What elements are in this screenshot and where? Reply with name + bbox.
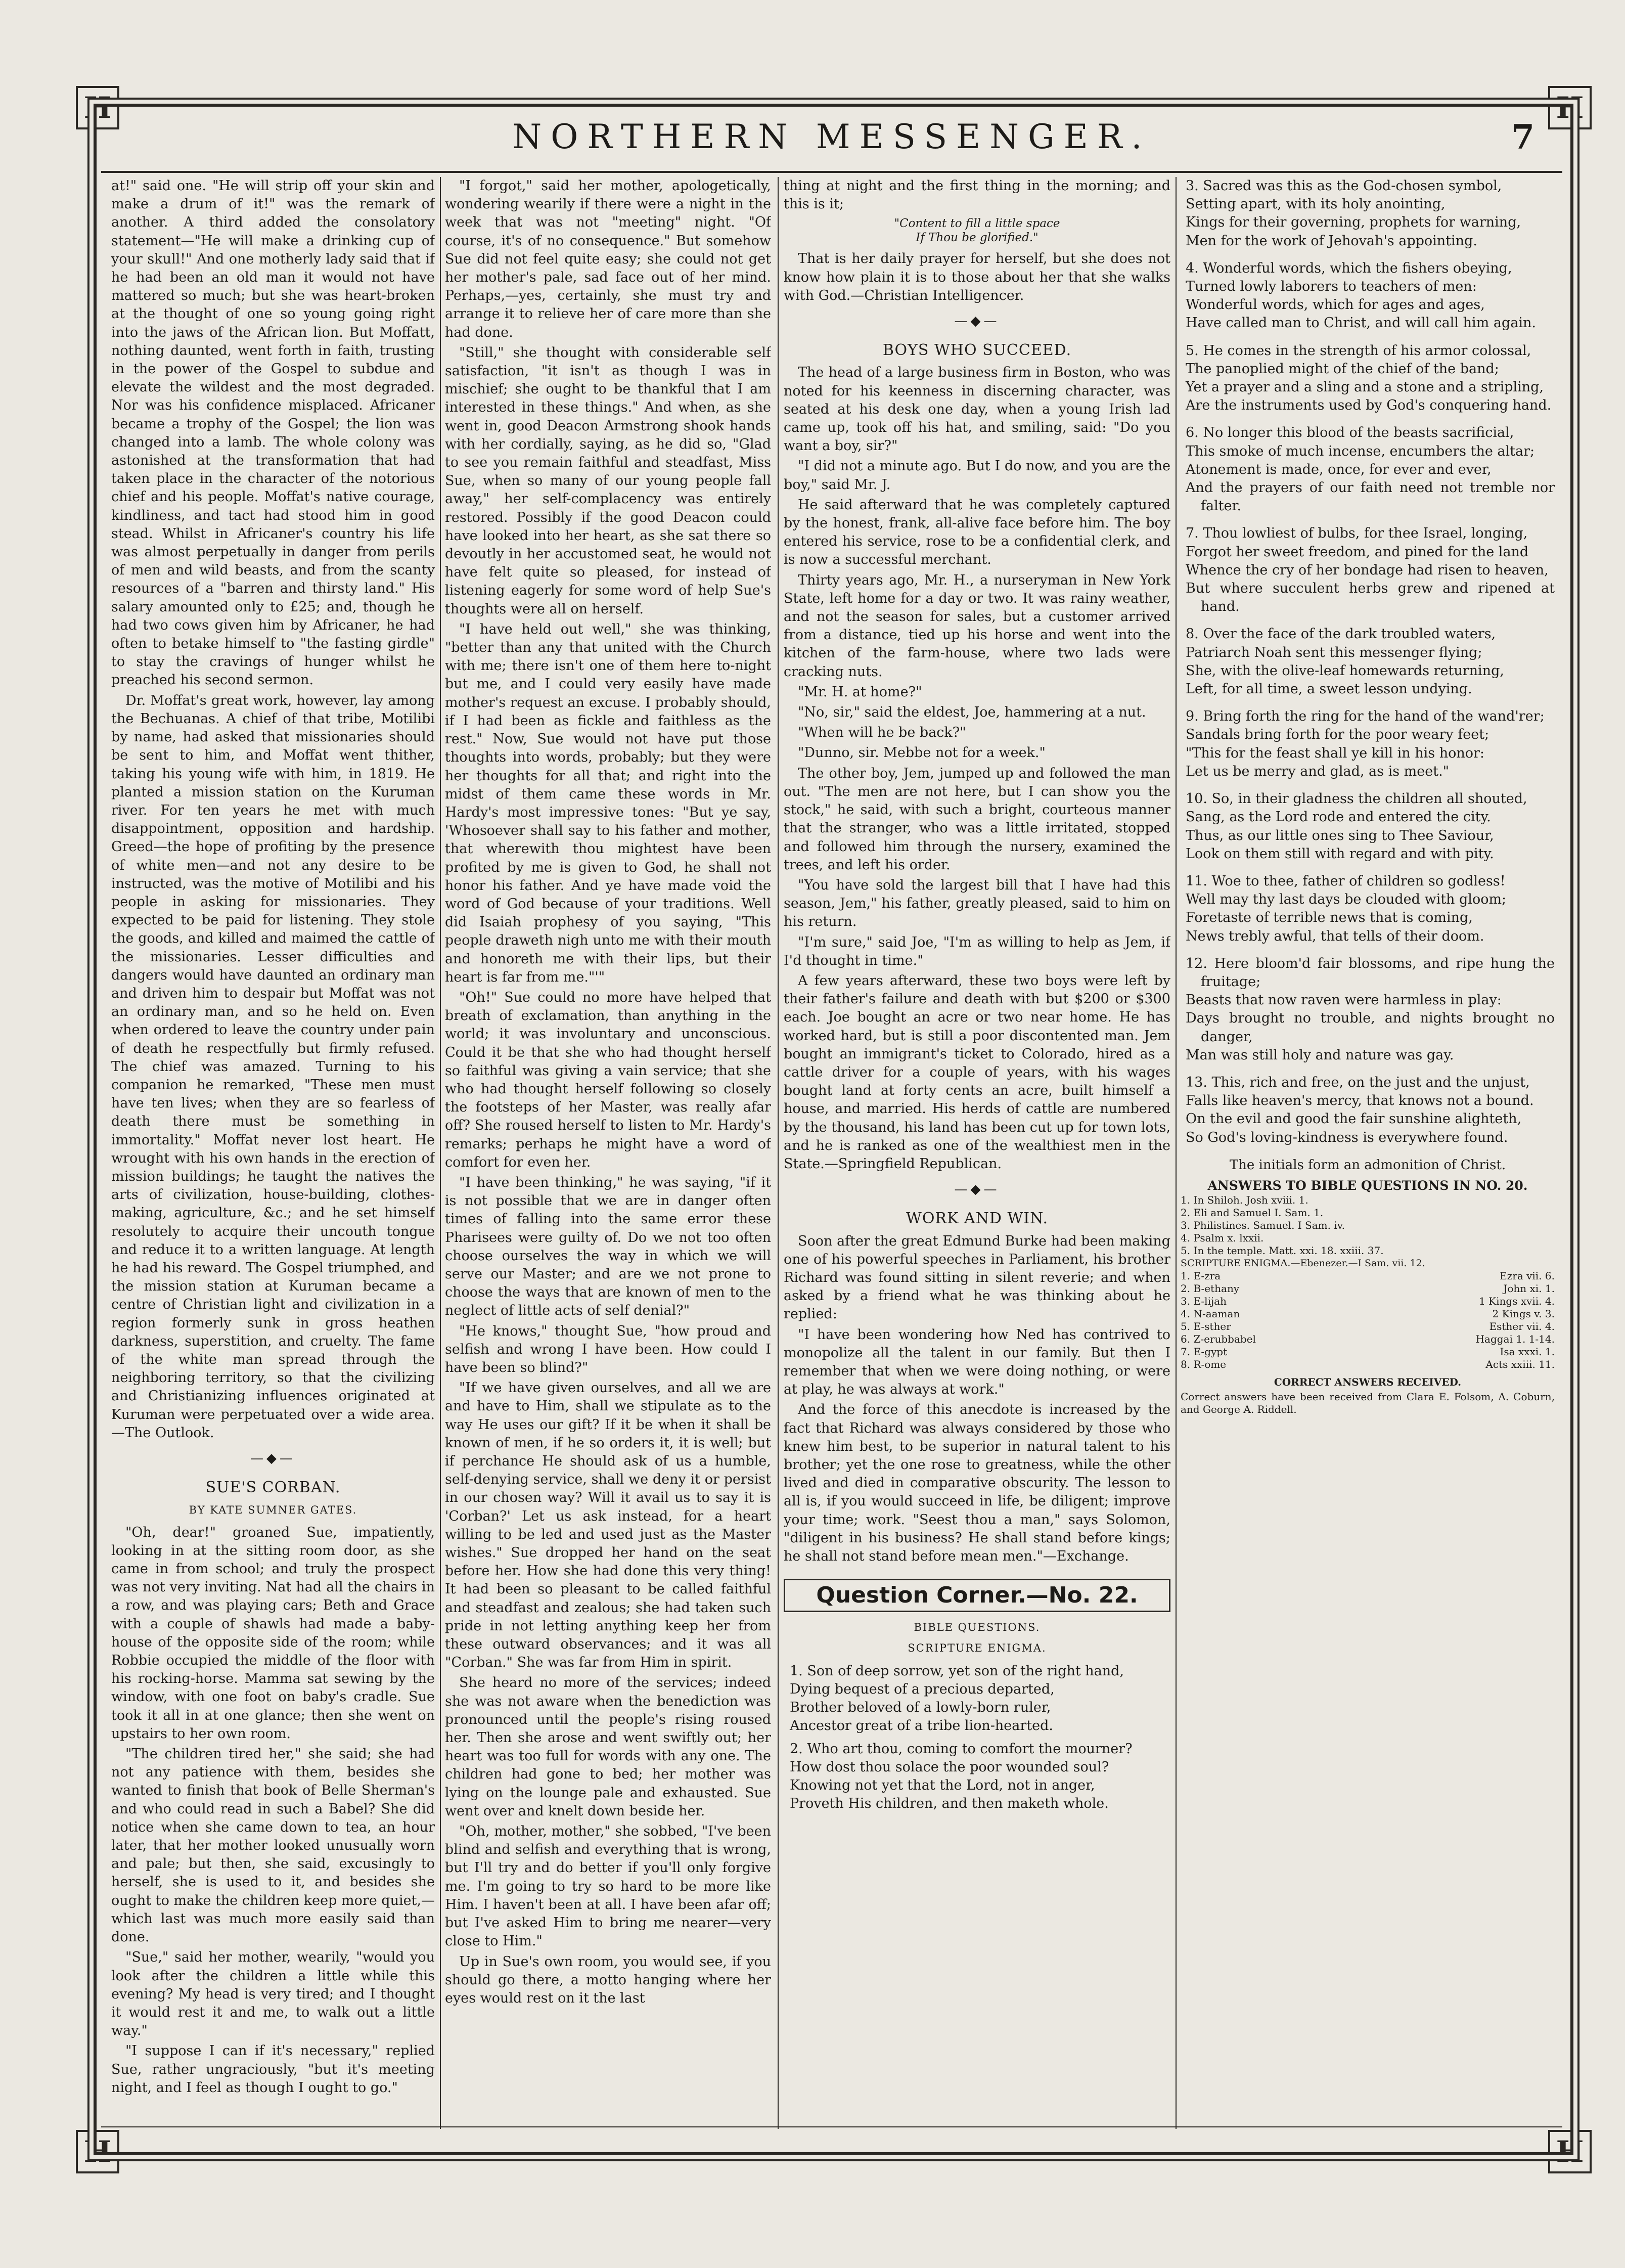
enigma-answer-row	[1181, 1295, 1555, 1308]
story-paragraph: "He knows," thought Sue, "how proud and selfish and wrong I have been. How could I have been so blind?"	[445, 1323, 771, 1375]
article-paragraph: He said afterward that he was completely captured by the honest, frank, all-alive face before him. The boy entered his service, rose to be a confidential clerk, and is now a successful merchant.	[784, 497, 1170, 568]
article-paragraph: "You have sold the largest bill that I have had this season, Jem," his father, greatly pleased, said to him on his return.	[784, 877, 1170, 930]
enigma-verse-6	[1181, 424, 1555, 515]
verse-line: Forgot her sweet freedom, and pined for the land	[1186, 544, 1529, 560]
column-divider-3	[1176, 177, 1177, 2129]
section-ornament: —◆—	[954, 314, 1000, 329]
article-paragraph: A few years afterward, these two boys were left by their father's failure and death with but $200 or $300 each. Joe bought an acre or two near home. He has worked hard, but is still a poor discontented man. Jem bought an immigrant's ticket to Colorado, hired as a cattle driver for a couple of years, with his wages bought land at forty cents an acre, built himself a house, and married. His herds of cattle are numbered by the thousand, his land has been cut up for town lots, and he is ranked as one of the wealthiest men in the State.—Springfield Republican.	[784, 972, 1170, 1172]
article-title-sues-corban: SUE'S CORBAN.	[205, 1479, 341, 1497]
enigma-answer-word: 2. B-ethany	[1181, 1282, 1240, 1295]
verse-line: Beasts that now raven were harmless in play:	[1186, 992, 1502, 1008]
verse-line: 10. So, in their gladness the children all shouted,	[1186, 791, 1527, 807]
answer-line: 5. In the temple. Matt. xxi. 18. xxiii. 37.	[1181, 1244, 1384, 1257]
enigma-answer: SCRIPTURE ENIGMA.—Ebenezer.—I Sam. vii. 12.	[1181, 1257, 1425, 1269]
story-paragraph: "If we have given ourselves, and all we are and have to Him, shall we stipulate as to the way He uses our gift? If it be when it shall be known of men, if he so orders it, it is well; but if perchance He should ask of us a humble, self-denying service, shall we deny it or persist in our chosen way? Will it avail us to say it is 'Corban?' Let us ask instead, for a heart willing to be led and used just as the Master wishes." Sue dropped her hand on the seat before her. How she had done this very thing! It had been so pleasant to be called faithful and steadfast and zealous; she had taken such pride in not letting anything keep her from these outward observances; and it was all "Corban." She was far from Him in spirit.	[445, 1380, 771, 1671]
enigma-answer-ref: Esther vii. 4.	[1489, 1320, 1555, 1332]
article-paragraph: Thirty years ago, Mr. H., a nurseryman in New York State, left home for a day or two. It was rainy weather, and not the season for sales, but a customer arrived from a distance, tied up his horse and went into the kitchen of the farm-house, where two lads were cracking nuts.	[784, 572, 1170, 680]
enigma-verse-5	[1181, 342, 1555, 415]
verse-line: 8. Over the face of the dark troubled waters,	[1186, 626, 1496, 642]
verse-number: 2.	[790, 1741, 803, 1757]
story-paragraph: "I have held out well," she was thinking, "better than any that united with the Church with me; there isn't one of them here to-night but me, and I could very easily have made mother's request an excuse. I probably should, if I had been as fickle and faithless as the rest." Now, Sue would not have put those thoughts into words, probably; but they were her thoughts for all that; and right into the midst of them came these words in Mr. Hardy's most impressive tones: "But ye say, 'Whosoever shall say to his father and mother, that wherewith thou mightest have been profited by me is given to God, he shall not honor his father. And ye have made void the word of God because of your traditions. Well did Isaiah prophesy of you saying, "This people draweth nigh unto me with their mouth and honoreth me with their lips, but their heart is far from me."'"	[445, 621, 771, 985]
column-divider-1	[440, 177, 441, 2129]
enigma-verse-8	[1181, 625, 1555, 698]
scripture-enigma-heading: SCRIPTURE ENIGMA.	[908, 1641, 1047, 1654]
enigma-answer-word: 5. E-sther	[1181, 1320, 1231, 1332]
correct-answers-text: Correct answers have been received from Clara E. Folsom, A. Coburn, and George A. Riddell.	[1181, 1390, 1555, 1415]
verse-line: Thus, as our little ones sing to Thee Saviour,	[1186, 827, 1494, 843]
bottom-rule	[101, 2126, 1562, 2127]
enigma-answer-row	[1181, 1333, 1555, 1346]
verse-line: 13. This, rich and free, on the just and the unjust,	[1186, 1074, 1530, 1090]
story-paragraph: "Oh!" Sue could no more have helped that breath of exclamation, than anything in the world; it was involuntary and unconscious. Could it be that she who had thought herself so faithful was giving a vain service; that she who had thought herself following so closely the footsteps of her Master, was really afar off? She roused herself to listen to Mr. Hardy's remarks; perhaps he might have a word of comfort for even her.	[445, 989, 771, 1170]
enigma-verse-9	[1181, 707, 1555, 781]
article-paragraph: Soon after the great Edmund Burke had been making one of his powerful speeches in Parliament, his brother Richard was found sitting in silent reverie; and when asked by a friend what he was thinking about he replied:	[784, 1233, 1170, 1322]
story-paragraph: thing at night and the first thing in the morning; and this is it;	[784, 178, 1170, 212]
verse-line: Yet a prayer and a sling and a stone and a stripling,	[1186, 379, 1544, 395]
enigma-answer-ref: Acts xxiii. 11.	[1485, 1358, 1555, 1370]
verse-line: 5. He comes in the strength of his armor colossal,	[1186, 342, 1531, 359]
article-paragraph: The head of a large business firm in Boston, who was noted for his keenness in discerning character, was seated at his desk one day, when a young Irish lad came up, took off his hat, and smiling, said: "Do you want a boy, sir?"	[784, 365, 1170, 454]
article-paragraph: "Mr. H. at home?"	[798, 684, 922, 700]
story-paragraph: "I have been thinking," he was saying, "if it is not possible that we are in danger often times of falling into the same error these Pharisees were guilty of. Do we not too often choose ourselves the way in which we will serve our Master; and are we not prone to choose the ways that are known of men to the neglect of little acts of self denial?"	[445, 1174, 771, 1319]
enigma-verse-3	[1181, 177, 1555, 250]
initials-note: The initials form an admonition of Christ.	[1229, 1157, 1506, 1173]
verse-line: Days brought no trouble, and nights brought no danger,	[1186, 1010, 1555, 1045]
answer-line: 1. In Shiloh. Josh xviii. 1.	[1181, 1193, 1308, 1206]
enigma-answer-row	[1181, 1270, 1555, 1282]
corner-ornament-bottom-right: H	[1548, 2130, 1592, 2173]
page-number: 7	[1511, 117, 1534, 157]
verse-line: But where succulent herbs grew and ripened at hand.	[1186, 581, 1555, 615]
answer-line: 4. Psalm x. lxxii.	[1181, 1231, 1264, 1244]
enigma-answer-word: 7. E-gypt	[1181, 1345, 1228, 1358]
corner-ornament-top-right: H	[1548, 86, 1592, 129]
masthead-rule	[101, 171, 1562, 173]
article-paragraph: "Dunno, sir. Mebbe not for a week."	[798, 745, 1046, 761]
story-paragraph: Up in Sue's own room, you would see, if you should go there, a motto hanging where her eyes would rest on it the last	[445, 1953, 771, 2006]
article-paragraph: And the force of this anecdote is increased by the fact that Richard was always considered by those who knew him best, to be superior in natural talent to his brother; yet the one rose to greatness, while the other lived and died in comparative obscurity. The lesson to all is, if you would succeed in life, be diligent; improve your time; work. "Seest thou a man," says Solomon, "diligent in his business? He shall stand before kings; he shall not stand before mean men."—Exchange.	[784, 1402, 1170, 1565]
answers-section	[1181, 1179, 1555, 1416]
enigma-answer-word: 3. E-lijah	[1181, 1295, 1227, 1307]
verse-line: 9. Bring forth the ring for the hand of the wand'rer;	[1186, 708, 1545, 725]
article-paragraph: at!" said one. "He will strip off your skin and make a drum of it!" was the remark of another. A third added the consolatory statement—"He will make a drinking cup of your skull!" And one motherly lady said that if he had been an old man it would not have mattered so much; but she was heart-broken at the thought of one so young going right into the jaws of the African lion. But Moffatt, nothing daunted, went forth in faith, trusting in the power of the Gospel to subdue and elevate the wildest and the most degraded. Nor was his confidence misplaced. Africaner became a trophy of the Gospel; the lion was changed into a lamb. The whole colony was astonished at the transformation that had taken place in the character of the notorious chief and his people. Moffat's native courage, kindliness, and tact had stood him in good stead. Whilst in Africaner's country his life was almost perpetually in danger from perils of men and wild beasts, and from the scanty resources of a "barren and thirsty land." His salary amounted only to £25; and, though he had two cows given him by Africaner, he had often to betake himself to "the fasting girdle" to stay the cravings of hunger whilst he preached his second sermon.	[111, 178, 435, 688]
answer-line: 3. Philistines. Samuel. I Sam. iv.	[1181, 1219, 1345, 1231]
verse-line: 7. Thou lowliest of bulbs, for thee Israel, longing,	[1186, 525, 1528, 542]
verse-line: Ancestor great of a tribe lion-hearted.	[790, 1717, 1053, 1733]
article-paragraph: Dr. Moffat's great work, however, lay among the Bechuanas. A chief of that tribe, Motilibi by name, had asked that missionaries should be sent to him, and Moffat went thither, taking his young wife with him, in 1819. He planted a mission station on the Kuruman river. For ten years he met with much disappointment, opposition and hardship. Greed—the hope of profiting by the presence of white men—and not any desire to be instructed, was the motive of Motilibi and his people in asking for missionaries. They expected to be paid for listening. They stole the goods, and killed and maimed the cattle of the missionaries. Lesser difficulties and dangers would have daunted an ordinary man and driven him to despair but Moffat was not an ordinary man, and so he held on. Even when ordered to leave the country under pain of death he respectfully but firmly refused. The chief was amazed. Turning to his companion he remarked, "These men must have ten lives; when they are so fearless of death there must be something in immortality." Moffat never lost heart. He wrought with his own hands in the erection of mission buildings; he taught the natives the arts of civilization, house-building, clothes-making, agriculture, &c.; and he set himself resolutely to acquire their uncouth tongue and reduce it to a written language. At length he had his reward. The Gospel triumphed, and the mission station at Kuruman became a centre of Christian light and civilization in a region formerly sunk in gross heathen darkness, superstition, and cruelty. The fame of the white man spread through the neighboring territory, so that the civilizing and Christianizing influences originated at Kuruman were perpetuated over a wide area.—The Outlook.	[111, 692, 435, 1441]
enigma-answer-ref: John xi. 1.	[1503, 1282, 1555, 1295]
motto-quote: "Content to fill a little space If Thou be glorified."	[894, 217, 1060, 245]
enigma-answer-row	[1181, 1282, 1555, 1295]
answers-heading: ANSWERS TO BIBLE QUESTIONS IN NO. 20.	[1207, 1178, 1528, 1193]
verse-line: Let us be merry and glad, as is meet."	[1186, 763, 1450, 779]
verse-line: Turned lowly laborers to teachers of men:	[1186, 279, 1477, 295]
column-divider-2	[778, 177, 779, 2129]
verse-line: Left, for all time, a sweet lesson undying.	[1186, 681, 1472, 697]
verse-line: Men for the work of Jehovah's appointing.	[1186, 233, 1477, 249]
story-paragraph: "Still," she thought with considerable self satisfaction, "it isn't as though I was in mischief; she ought to be thankful that I am interested in these things." And when, as she went in, good Deacon Armstrong shook hands with her cordially, saying, as he did so, "Glad to see you remain faithful and steadfast, Miss Sue, when so many of our young people fall away," her self-complacency was entirely restored. Possibly if the good Deacon could have looked into her heart, as she sat there so devoutly in her accustomed seat, he would not have felt quite so pleased, for instead of listening eagerly for some word of help Sue's thoughts were all on herself.	[445, 344, 771, 617]
verse-line: 12. Here bloom'd fair blossoms, and ripe hung the fruitage;	[1186, 955, 1555, 990]
masthead	[101, 117, 1562, 173]
story-paragraph: "Oh, mother, mother," she sobbed, "I've been blind and selfish and everything that is wrong, but I'll try and do better if you'll only forgive me. I'm going to try so hard to be more like Him. I haven't been at all. I have been afar off; but I've asked Him to bring me nearer—very close to Him."	[445, 1824, 771, 1949]
story-paragraph: "The children tired her," she said; she had not any patience with them, besides she wanted to finish that book of Belle Sherman's and who could read in such a Babel? She did notice when she came down to tea, an hour later, that her mother looked unusually worn and pale; but then, she said, excusingly to herself, she is used to it, and besides she ought to make the children keep more quiet,—which last was much more easily said than done.	[111, 1746, 435, 1945]
verse-line: Son of deep sorrow, yet son of the right hand,	[807, 1663, 1124, 1679]
verse-line: This smoke of much incense, encumbers the altar;	[1186, 443, 1535, 459]
article-paragraph: The other boy, Jem, jumped up and followed the man out. "The men are not here, but I can show you the stock," he said, with such a bright, courteous manner that the stranger, who was a little irritated, stopped and followed him through the nursery, examined the trees, and left his order.	[784, 765, 1170, 873]
article-paragraph: "I'm sure," said Joe, "I'm as willing to help as Jem, if I'd thought in time."	[784, 934, 1170, 968]
verse-line: Who art thou, coming to comfort the mourner?	[807, 1741, 1133, 1757]
article-title-boys-who-succeed: BOYS WHO SUCCEED.	[882, 341, 1072, 360]
enigma-answer-ref: Haggai 1. 1-14.	[1475, 1332, 1555, 1345]
story-paragraph: "Oh, dear!" groaned Sue, impatiently, looking in at the sitting room door, as she came in from school; and truly the prospect was not very inviting. Nat had all the chairs in a row, and was playing cars; Beth and Grace with a couple of shawls had made a baby-house of the opposite side of the room; while Robbie occupied the middle of the floor with his rocking-horse. Mamma sat sewing by the window, with one foot on baby's cradle. Sue took it all in at one glance; then she went on upstairs to her own room.	[111, 1524, 435, 1742]
verse-line: How dost thou solace the poor wounded soul?	[790, 1759, 1109, 1775]
verse-line: Atonement is made, once, for ever and ever,	[1186, 461, 1492, 477]
verse-line: Are the instruments used by God's conquering hand.	[1186, 397, 1552, 414]
verse-line: Brother beloved of a lowly-born ruler,	[790, 1699, 1051, 1715]
section-ornament: —◆—	[250, 1451, 296, 1466]
verse-line: And the prayers of our faith need not tremble nor falter.	[1186, 480, 1555, 514]
enigma-verse-4	[1181, 259, 1555, 333]
column-2	[445, 177, 771, 2134]
corner-ornament-top-left: H	[76, 86, 119, 129]
enigma-answer-ref: 1 Kings xvii. 4.	[1479, 1295, 1555, 1307]
story-paragraph: "I suppose I can if it's necessary," replied Sue, rather ungraciously, "but it's meeting night, and I feel as though I ought to go."	[111, 2043, 435, 2096]
enigma-answer-row	[1181, 1346, 1555, 1358]
enigma-verse-1	[784, 1662, 1170, 1735]
column-4	[1181, 177, 1555, 2134]
enigma-answer-word: 4. N-aaman	[1181, 1307, 1240, 1320]
enigma-answer-ref: Isa xxxi. 1.	[1500, 1345, 1555, 1358]
correct-answers-heading: CORRECT ANSWERS RECEIVED.	[1274, 1375, 1462, 1388]
article-paragraph: "I have been wondering how Ned has contrived to monopolize all the talent in our family. But then I remember that when we were doing nothing, or were at play, he was always at work."	[784, 1326, 1170, 1398]
corner-ornament-bottom-left: H	[76, 2130, 119, 2173]
verse-line: Dying bequest of a precious departed,	[790, 1681, 1055, 1697]
enigma-answer-word: 8. R-ome	[1181, 1358, 1227, 1370]
verse-line: Whence the cry of her bondage had risen to heaven,	[1186, 562, 1549, 578]
verse-line: Setting apart, with its holy anointing,	[1186, 196, 1446, 212]
answer-line: 2. Eli and Samuel I. Sam. 1.	[1181, 1206, 1324, 1219]
column-1	[111, 177, 435, 2134]
verse-line: Well may thy last days be clouded with gloom;	[1186, 892, 1507, 908]
enigma-answer-ref: Ezra vii. 6.	[1500, 1269, 1555, 1282]
story-paragraph: She heard no more of the services; indeed she was not aware when the benediction was pronounced until the people's rising roused her. Then she arose and went swiftly out; her heart was too full for words with any one. The children had gone to bed; her mother was lying on the lounge pale and exhausted. Sue went over and knelt down beside her.	[445, 1675, 771, 1819]
enigma-verse-7	[1181, 524, 1555, 616]
verse-line: Proveth His children, and then maketh whole.	[790, 1795, 1109, 1811]
article-paragraph: "No, sir," said the eldest, Joe, hammering at a nut.	[798, 704, 1146, 721]
verse-line: On the evil and good the fair sunshine alighteth,	[1186, 1111, 1522, 1127]
verse-line: 11. Woe to thee, father of children so godless!	[1186, 873, 1506, 889]
verse-line: So God's loving-kindness is everywhere found.	[1186, 1129, 1508, 1145]
verse-line: 6. No longer this blood of the beasts sacrificial,	[1186, 425, 1514, 441]
enigma-verse-12	[1181, 955, 1555, 1064]
article-paragraph: "I did not a minute ago. But I do now, and you are the boy," said Mr. J.	[784, 458, 1170, 493]
bible-questions-heading: BIBLE QUESTIONS.	[914, 1621, 1041, 1634]
verse-line: Man was still holy and nature was gay.	[1186, 1047, 1454, 1063]
article-title-work-and-win: WORK AND WIN.	[906, 1210, 1049, 1228]
verse-line: The panoplied might of the chief of the band;	[1186, 361, 1499, 377]
verse-line: Sandals bring forth for the poor weary feet;	[1186, 727, 1489, 743]
article-paragraph: "When will he be back?"	[798, 725, 966, 741]
verse-line: News trebly awful, that tells of their doom.	[1186, 928, 1484, 944]
verse-line: She, with the olive-leaf homewards returning,	[1186, 662, 1504, 679]
story-paragraph: That is her daily prayer for herself, but she does not know how plain it is to those about her that she walks with God.—Christian Intelligencer.	[784, 251, 1170, 303]
enigma-answer-word: 1. E-zra	[1181, 1269, 1221, 1282]
story-paragraph: "Sue," said her mother, wearily, "would you look after the children a little while this evening? My head is very tired; and I thought it would rest it and me, to walk out a little way."	[111, 1949, 435, 2039]
enigma-answer-word: 6. Z-erubbabel	[1181, 1332, 1256, 1345]
enigma-answer-ref: 2 Kings v. 3.	[1492, 1307, 1555, 1320]
verse-line: Foretaste of terrible news that is coming,	[1186, 910, 1473, 926]
enigma-verse-11	[1181, 872, 1555, 946]
verse-line: 4. Wonderful words, which the fishers obeying,	[1186, 260, 1512, 276]
verse-number: 1.	[790, 1663, 803, 1679]
verse-line: Have called man to Christ, and will call him again.	[1186, 315, 1536, 331]
verse-line: Patriarch Noah sent this messenger flying;	[1186, 644, 1482, 660]
verse-line: Sang, as the Lord rode and entered the city.	[1186, 809, 1491, 825]
newspaper-title: NORTHERN MESSENGER.	[512, 117, 1151, 156]
verse-line: Kings for their governing, prophets for warning,	[1186, 214, 1521, 231]
verse-line: "This for the feast shall ye kill in his honor:	[1186, 745, 1485, 761]
verse-line: Wonderful words, which for ages and ages,	[1186, 297, 1485, 313]
enigma-answer-row	[1181, 1308, 1555, 1320]
enigma-answer-row	[1181, 1320, 1555, 1333]
enigma-answer-row	[1181, 1358, 1555, 1371]
enigma-verse-13	[1181, 1074, 1555, 1147]
section-ornament: —◆—	[954, 1182, 1000, 1197]
column-3	[784, 177, 1170, 2134]
verse-line: Falls like heaven's mercy, that knows not a bound.	[1186, 1093, 1534, 1109]
story-paragraph: "I forgot," said her mother, apologetically, wondering wearily if there were a night in the week that was not "meeting" night. "Of course, it's of no consequence." But somehow Sue did not feel quite easy; she could not get her mother's pale, sad face out of her mind. Perhaps,—yes, certainly, she must try and arrange it to relieve her of care more than she had done.	[445, 178, 771, 340]
enigma-verse-10	[1181, 790, 1555, 863]
verse-line: 3. Sacred was this as the God-chosen symbol,	[1186, 178, 1502, 194]
question-corner-heading: Question Corner.—No. 22.	[784, 1579, 1170, 1612]
verse-line: Knowing not yet that the Lord, not in anger,	[790, 1777, 1095, 1793]
enigma-verse-2	[784, 1740, 1170, 1813]
article-byline: BY KATE SUMNER GATES.	[189, 1504, 357, 1517]
verse-line: Look on them still with regard and with pity.	[1186, 846, 1494, 862]
